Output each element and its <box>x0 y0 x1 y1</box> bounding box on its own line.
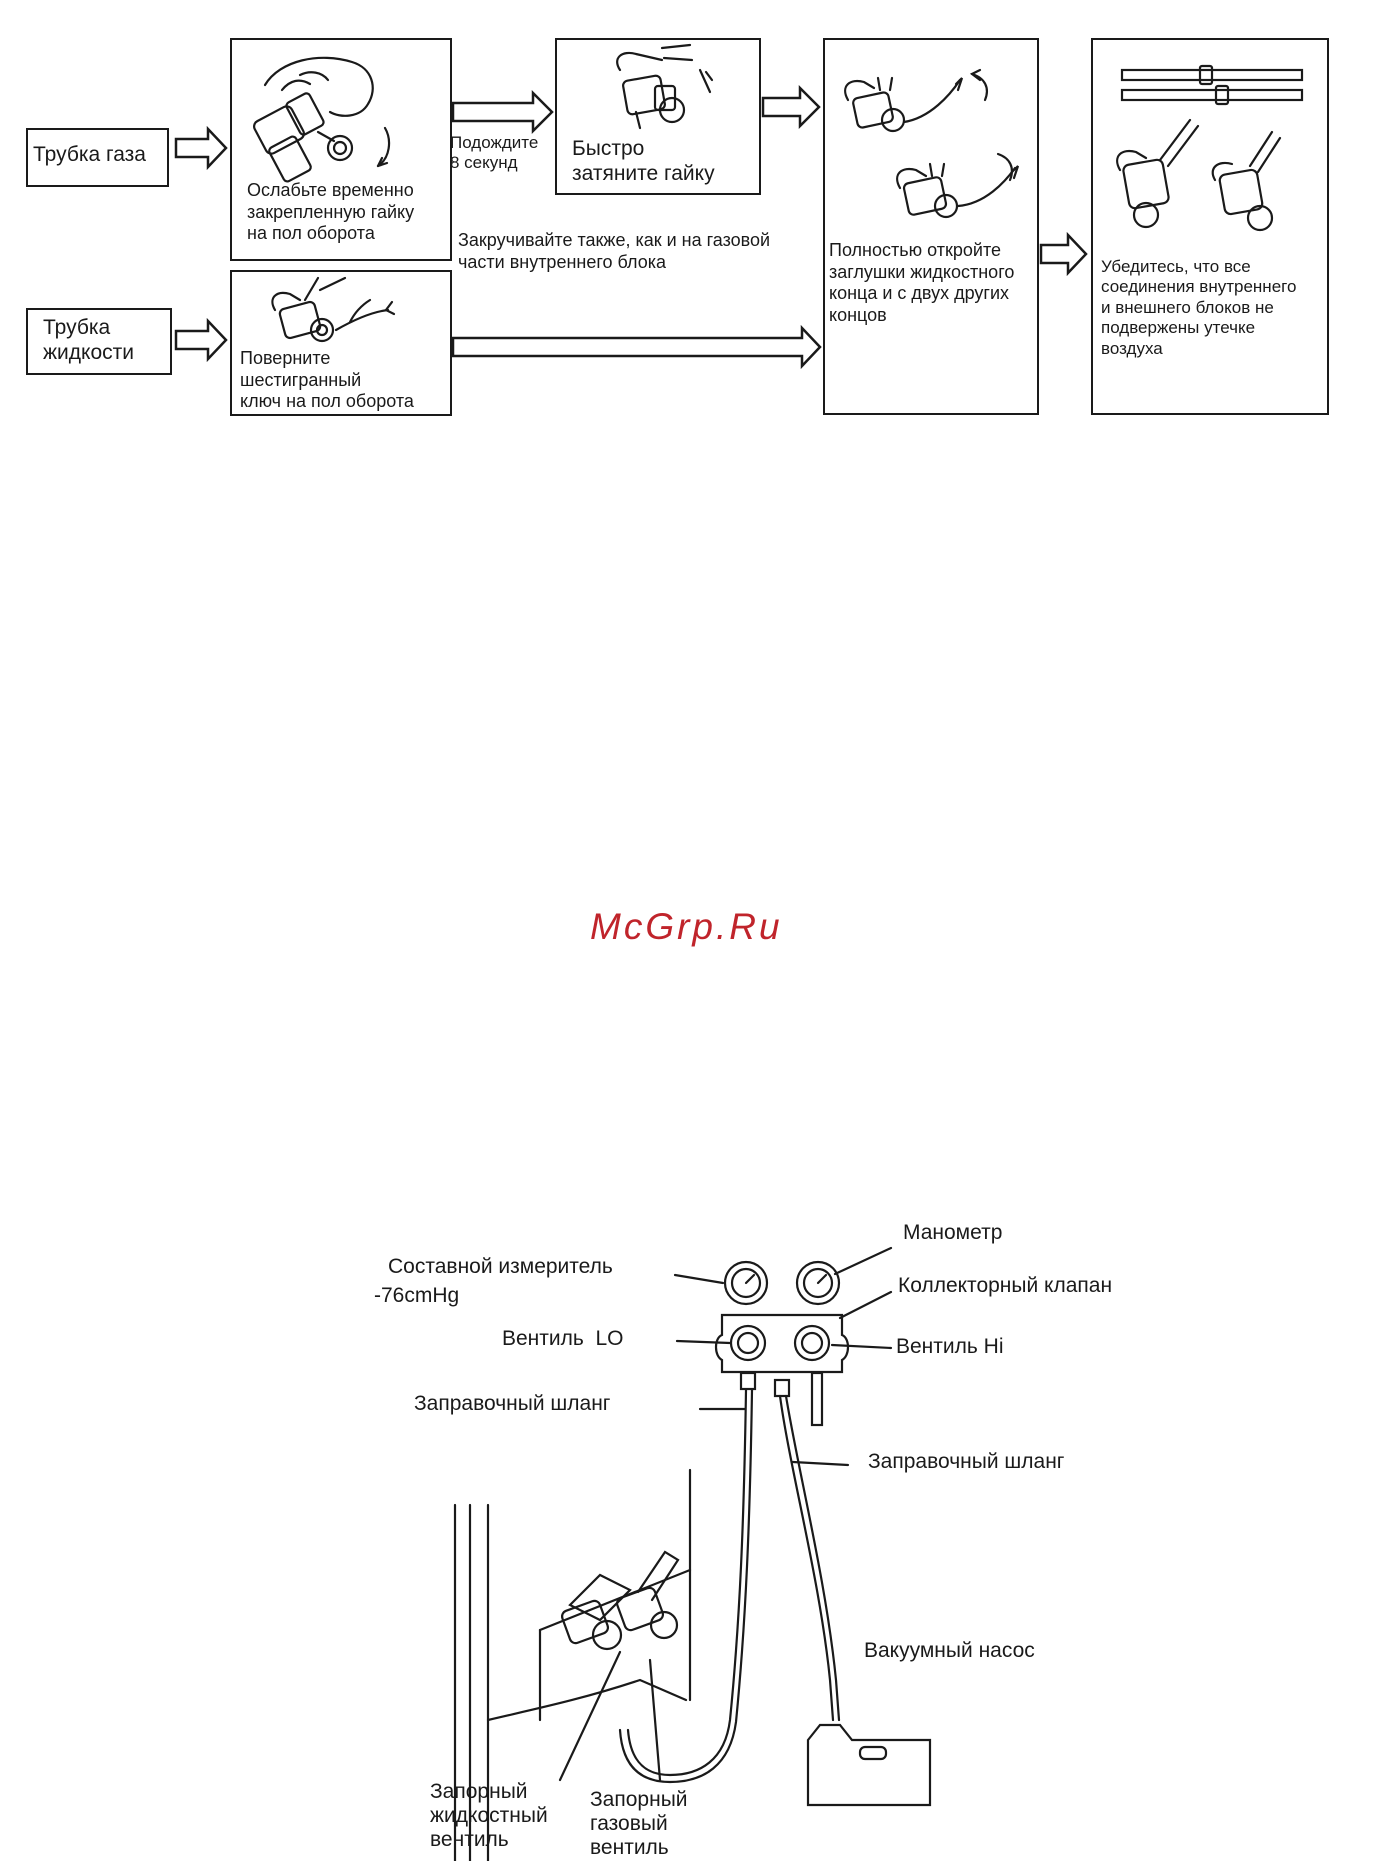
same-as-indoor-note: Закручивайте также, как и на газовой части внутреннего блока <box>458 230 771 272</box>
sketch-tighten-nut <box>617 45 712 128</box>
compound-gauge-label: Составной измеритель <box>388 1255 613 1278</box>
arrow-loosen-to-tighten <box>453 93 552 131</box>
charging-hose-right-label: Заправочный шланг <box>868 1450 1065 1473</box>
liquid-stop-valve-label: Запорный жидкостный вентиль <box>430 1780 548 1852</box>
compound-gauge-range: -76cmHg <box>374 1284 460 1307</box>
sketch-turn-hex <box>272 278 394 341</box>
arrow-gas-to-loosen <box>176 129 226 167</box>
valve-lo-label: Вентиль LO <box>502 1327 624 1350</box>
arrow-open-to-verify <box>1041 235 1086 273</box>
arrow-tighten-to-open <box>763 88 819 126</box>
charging-hose-left-label: Заправочный шланг <box>414 1392 611 1415</box>
step-verify-text: Убедитесь, что все соединения внутреннего и внешнего блоков не подвержены утечке воздуха <box>1101 257 1297 358</box>
charging-hose-right <box>780 1396 833 1720</box>
step-turn-hex-text: Поверните шестигранный ключ на пол оборота <box>240 348 414 412</box>
vacuum-pump-label: Вакуумный насос <box>864 1639 1035 1662</box>
liquid-pipe-label: Трубка жидкости <box>43 316 134 365</box>
pressure-gauge-label: Манометр <box>903 1221 1003 1244</box>
valve-hi-label: Вентиль Hi <box>896 1335 1004 1358</box>
manifold-valve-label: Коллекторный клапан <box>898 1274 1113 1297</box>
lo-valve-knob <box>731 1326 765 1360</box>
step-tighten-text: Быстро затяните гайку <box>572 137 715 186</box>
step-loosen-text: Ослабьте временно закрепленную гайку на пол оборота <box>247 180 415 244</box>
sketch-open-caps <box>845 70 1018 217</box>
hi-valve-knob <box>795 1326 829 1360</box>
arrow-hex-to-open <box>453 328 820 366</box>
vacuum-pump-body <box>808 1725 930 1805</box>
arrow-liquid-to-hex <box>176 321 226 359</box>
watermark-text: McGrp.Ru <box>590 906 783 947</box>
gas-stop-valve-label: Запорный газовый вентиль <box>590 1788 688 1860</box>
gas-pipe-label: Трубка газа <box>33 143 146 166</box>
sketch-loosen-nut <box>252 58 389 183</box>
step-open-caps-text: Полностью откройте заглушки жидкостного конца и с двух других концов <box>829 240 1015 325</box>
sketch-verify-connections <box>1117 66 1302 230</box>
wait-label: Подождите 8 секунд <box>450 133 539 173</box>
